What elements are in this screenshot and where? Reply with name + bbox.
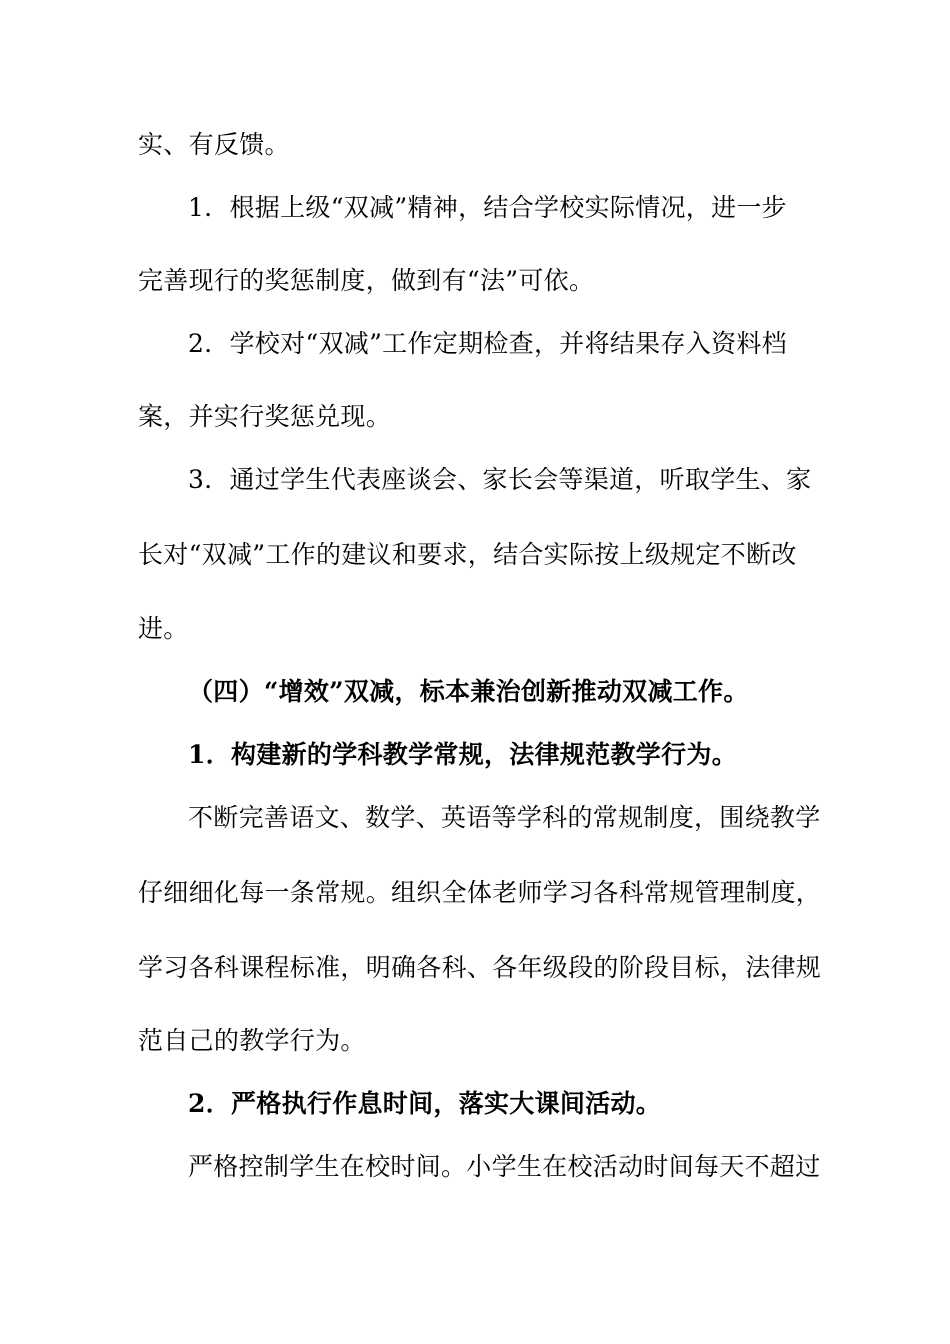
list-item-3-line: 3．通过学生代表座谈会、家长会等渠道，听取学生、家 (188, 465, 812, 494)
list-item-1-continuation: 完善现行的奖惩制度，做到有“法”可依。 (138, 266, 595, 295)
paragraph-line: 仔细细化每一条常规。组织全体老师学习各科常规管理制度， (138, 878, 822, 907)
list-item-2-continuation: 案，并实行奖惩兑现。 (138, 402, 392, 431)
list-item-3-continuation: 长对“双减”工作的建议和要求，结合实际按上级规定不断改 (138, 540, 797, 569)
paragraph-line: 学习各科课程标准，明确各科、各年级段的阶段目标，法律规 (138, 953, 822, 982)
paragraph-line: 实、有反馈。 (138, 130, 290, 159)
list-item-3-continuation: 进。 (138, 614, 189, 643)
subsection-heading-1: 1．构建新的学科教学常规，法律规范教学行为。 (188, 740, 737, 769)
paragraph-line: 严格控制学生在校时间。小学生在校活动时间每天不超过 (188, 1152, 821, 1181)
subsection-heading-2: 2．严格执行作息时间，落实大课间活动。 (188, 1089, 662, 1118)
paragraph-line: 范自己的教学行为。 (138, 1026, 366, 1055)
list-item-1-line: 1．根据上级“双减”精神，结合学校实际情况，进一步 (188, 193, 787, 222)
section-heading: （四）“增效”双减，标本兼治创新推动双减工作。 (188, 677, 749, 706)
list-item-2-line: 2．学校对“双减”工作定期检查，并将结果存入资料档 (188, 329, 787, 358)
paragraph-line: 不断完善语文、数学、英语等学科的常规制度，围绕教学 (188, 803, 821, 832)
